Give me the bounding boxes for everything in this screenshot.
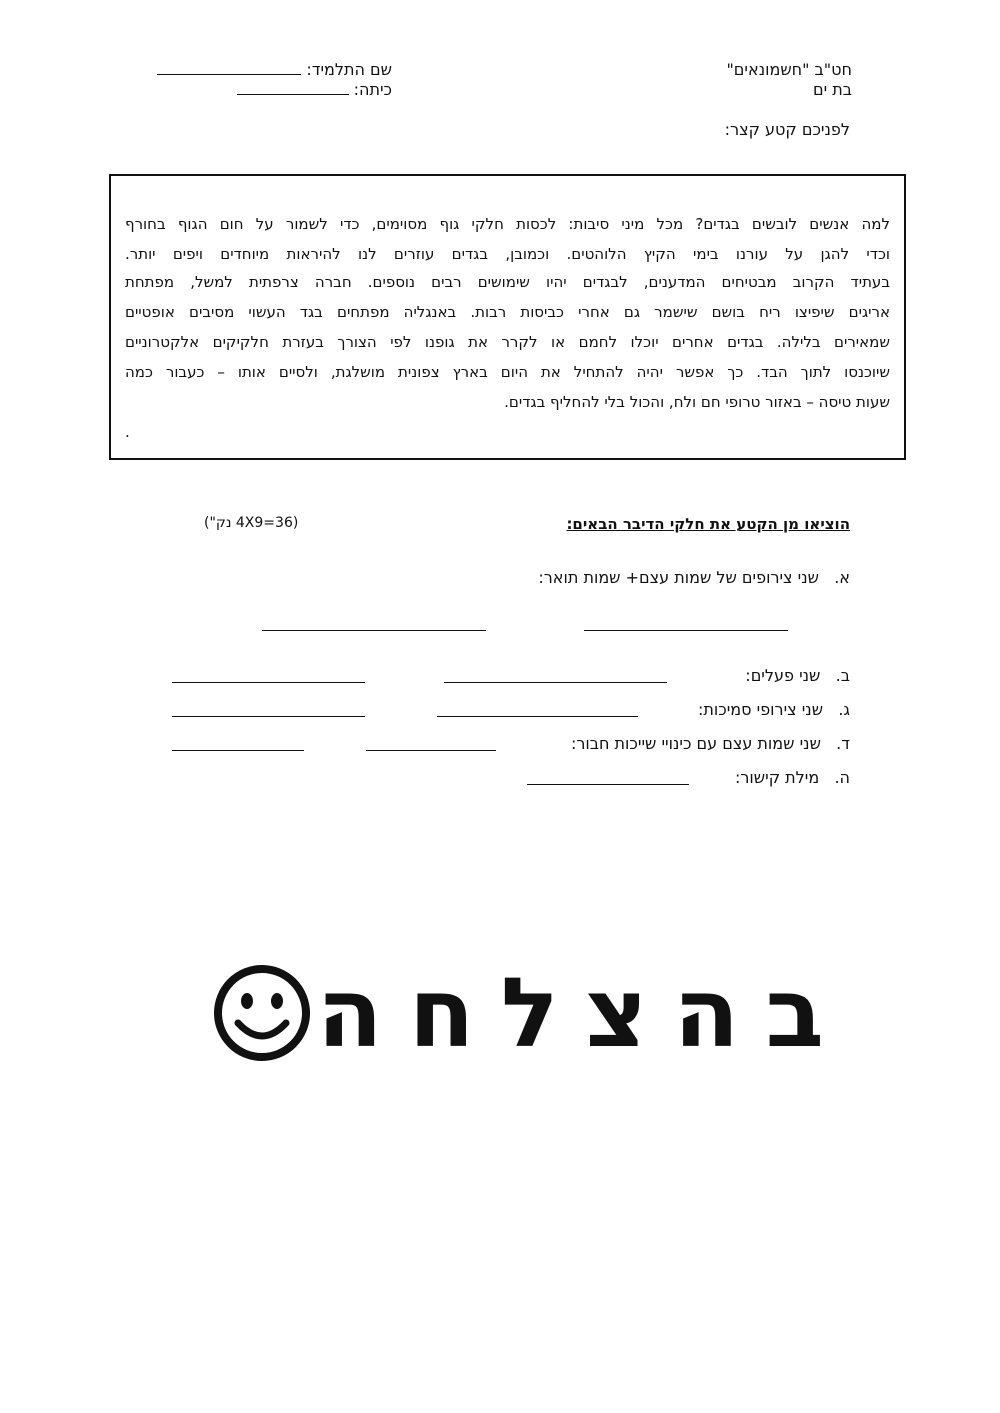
question-a	[538, 568, 850, 587]
school-header	[612, 60, 852, 100]
passage-line: למה אנשים לובשים בגדים? מכל מיני סיבות: לכסות חלקי גוף מסוימים, כדי לשמור על חום הגוף בחורף	[125, 215, 890, 233]
question-d	[571, 734, 850, 753]
question-letter: ג.	[838, 700, 850, 719]
answer-line[interactable]	[444, 682, 667, 683]
class-row	[132, 80, 392, 100]
intro-text: לפניכם קטע קצר:	[724, 120, 850, 139]
answer-line[interactable]	[366, 750, 496, 751]
school-city: בת ים	[812, 80, 852, 99]
question-letter: ד.	[836, 734, 850, 753]
passage-line: שיוכנסו לתוך הבד. כך אפשר יהיה להתחיל את היום בארץ צפונית מושלגת, ולסיים אותו – כעבור כמה	[125, 363, 890, 381]
question-c	[698, 700, 850, 719]
passage-line: .	[125, 423, 130, 441]
task-title: הוציאו מן הקטע את חלקי הדיבר הבאים:	[566, 515, 850, 533]
student-details	[132, 60, 392, 100]
passage-line: בעתיד הקרוב מבטיחים המדענים, לבגדים יהיו שימושים רבים נוספים. חברה צרפתית למשל, מפתחת	[125, 273, 890, 291]
question-text: שני פעלים:	[745, 666, 821, 685]
answer-line[interactable]	[172, 682, 365, 683]
question-letter: ב.	[835, 666, 850, 685]
question-text: שני שמות עצם עם כינויי שייכות חבור:	[570, 734, 821, 753]
class-field[interactable]	[237, 80, 349, 95]
passage-line: וכדי להגן על עורנו בימי הקיץ הלוהטים. וכמובן, בגדים עוזרים לנו להיראות מיוחדים ויפים יותר.	[125, 245, 890, 263]
question-e	[735, 768, 850, 787]
question-letter: ה.	[834, 768, 850, 787]
passage-box	[109, 174, 906, 460]
question-text: שני צירופי סמיכות:	[697, 700, 824, 719]
answer-line[interactable]	[437, 716, 638, 717]
answer-line[interactable]	[527, 784, 689, 785]
answer-line[interactable]	[172, 750, 304, 751]
class-label: כיתה:	[353, 80, 392, 99]
passage-line: שעות טיסה – באזור טרופי חם ולח, והכול בלי להחליף בגדים.	[504, 393, 890, 411]
student-name-row	[132, 60, 392, 80]
question-b	[745, 666, 850, 685]
passage-line: אריגים שיפיצו ריח בושם שישמר גם אחרי כביסות רבות. באנגליה מפתחים בגד העשוי מסיבים אופטיים	[125, 303, 890, 321]
success-text: בהצלחה	[316, 957, 850, 1069]
answer-line[interactable]	[584, 630, 788, 631]
school-name: חט"ב "חשמונאים"	[726, 60, 852, 79]
question-text: שני צירופים של שמות עצם+ שמות תואר:	[538, 568, 819, 587]
passage-line: שמאירים בלילה. בגדים אחרים יוכלו לחמם או לקרר את גופנו לפי הצורך בעזרת חלקיקים אלקטרוניים	[125, 333, 890, 351]
answer-line[interactable]	[172, 716, 365, 717]
question-text: מילת קישור:	[735, 768, 820, 787]
points-label: (36=4X9 נק")	[204, 515, 299, 531]
student-name-field[interactable]	[157, 60, 301, 75]
smiley-icon	[212, 963, 312, 1063]
student-name-label: שם התלמיד:	[306, 60, 392, 79]
answer-line[interactable]	[262, 630, 486, 631]
question-letter: א.	[834, 568, 850, 587]
